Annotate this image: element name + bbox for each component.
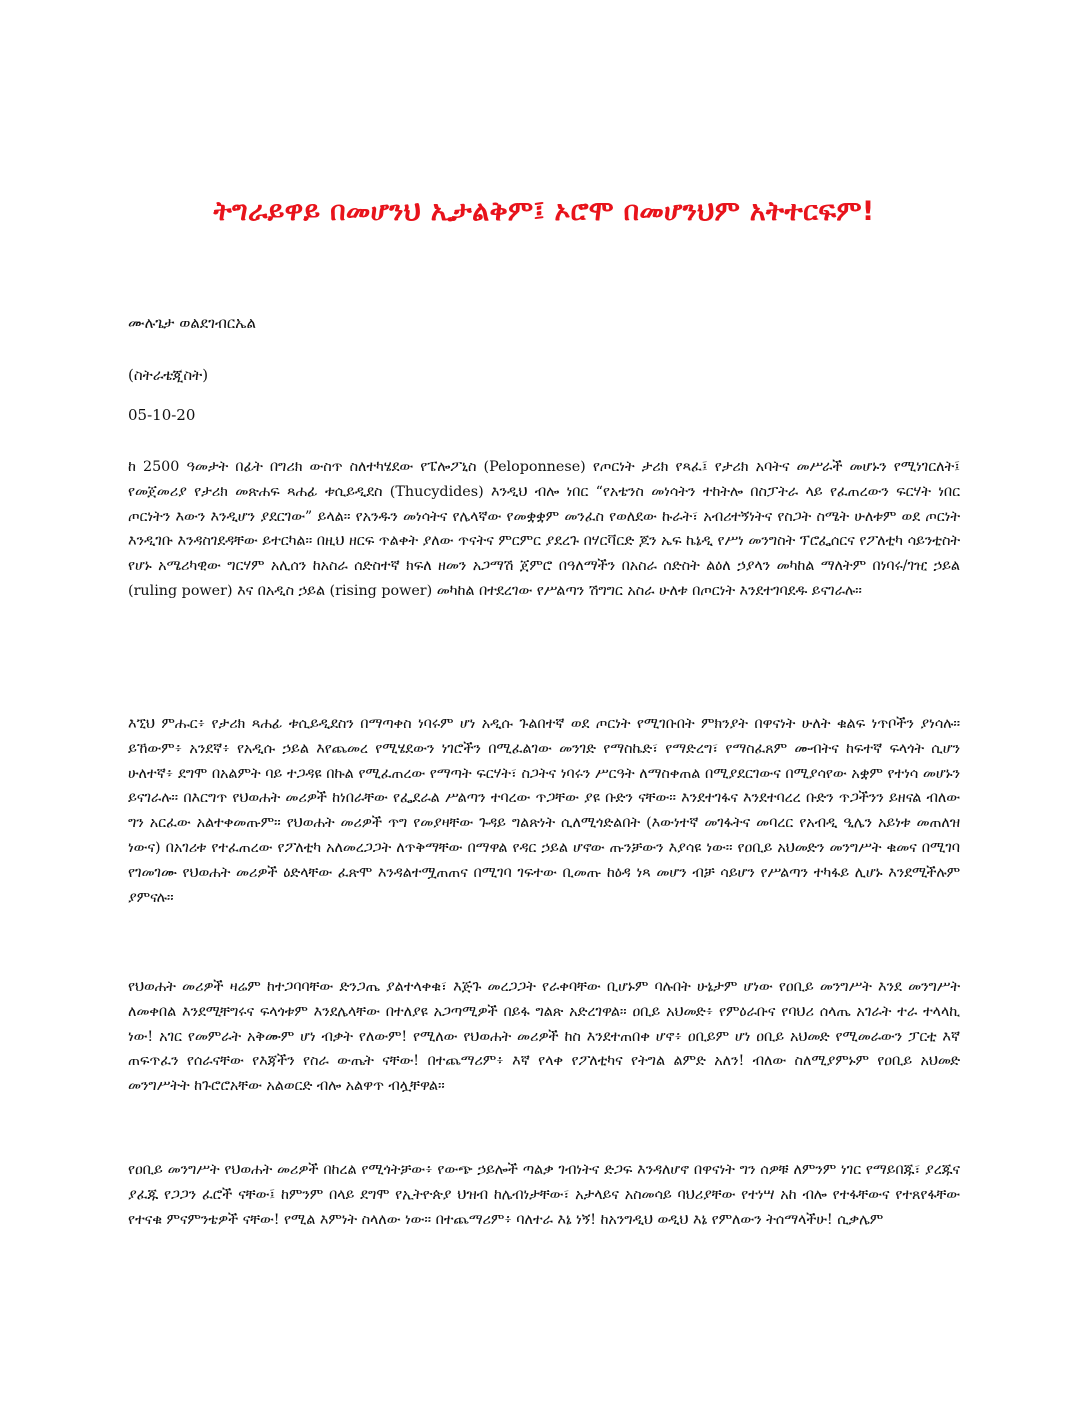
body-paragraph: ከ 2500 ዓመታት በፊት በግሪክ ውስጥ ስለተካሄደው የፔሎፖኒስ (Peloponnese) የጦርነት ታሪክ የጻፈ፤ የታሪክ አባትና መሥራች መሆኑን የሚነገርለት፤ የመጀመሪያ የታሪክ መጽሐፍ ጻሐፊ ቱሲይዲደስ (Thucydides) እንዲህ ብሎ ነበር “የአቴንስ መነሳትን ተከትሎ በስፓትራ ላይ የፈጠረውን ፍርሃት ነበር ጦርነትን እውን እንዲሆን ያደርገው” ይላል። የአንዱን መነሳትና የሌላኛው የመቋቋም መንፈስ የወለደው ኩራት፣ አብሪተኝነትና የስጋት ስሜት ሁለቱም ወደ ጦርነት እንዲገቡ እንዳስገደዳቸው ይተርካል። በዚህ ዘርፍ ጥልቀት ያለው ጥናትና ምርምር ያደረጉ በሃርቫርድ ጆን ኤፍ ኬኔዲ የሥነ መንግስት ፕሮፌሰርና የፖለቲካ ሳይንቲስት የሆኑ አሜሪካዊው ግርሃም አሊሰን ከአስራ ሰድስተኛ ክፍለ ዘመን አጋማሽ ጀምሮ በዓለማችን በአስራ ሰድስት ልዕለ ኃያላን መካከል ማለትም በነባሩ/ገዢ ኃይል (ruling power) እና በአዲስ ኃይል (rising power) መካከል በተደረገው የሥልጣን ሽግግር አስራ ሁለቱ በጦርነት እንደተገባደዱ ይናገራሉ።: [128, 459, 960, 599]
body-paragraph: የዐቢይ መንግሥት የህወሐት መሪዎች በከረል የሚጎትቻው፥ የውጭ ኃይሎች ጣልቃ ገብነትና ድጋፍ እንዳለሆኖ በዋናነት ግን ሰዎቹ ለምንም ነገር የማይበጁ፣ ያረጁና ያፈጁ የጋጋን ፈሮች ናቸው፤ ከምንም በላይ ደግሞ የኢትዮጵያ ህዝብ ከሌብነታቸው፣ አታላይና አስመሳይ ባህሪያቸው የተነሣ አከ ብሎ የተፋቸውና የተጸየፋቸው የተናቁ ምናምንቴዎች ናቸው! የሚል እምነት ስላለው ነው። በተጨማሪም፥ ባለተራ እኔ ነኝ! ከአንግዲህ ወዲህ እኔ የምለውን ትሰማላችሁ! ሲቃሌም: [128, 1162, 960, 1228]
author-name: ሙሉጌታ ወልደገብርኤል: [128, 314, 256, 332]
publish-date: 05-10-20: [128, 406, 196, 424]
body-paragraph: የህወሐት መሪዎች ዛሬም ከተጋባባቸው ድንጋጤ ያልተላቀቁ፣ እጅጉ መረጋጋት የራቀባቸው ቢሆኑም ባሉበት ሁኔታም ሆነው የዐቢይ መንግሥት እንደ መንግሥት ለመቀበል እንደሚቸግሩና ፍላጎቱም እንደሌላቸው በተለያዩ አጋጣሚዎች በይፋ ግልጽ አድረገዋል። ዐቢይ አህመድ፥ የምዕራቡና የባህሪ ሰላጤ አገራት ተራ ተላላኪ ነው! አገር የመምራት አቅሙም ሆነ ብቃት የለውም! የሚለው የህወሐት መሪዎች ከስ እንደተጠበቀ ሆኖ፥ ዐቢይም ሆነ ዐቢይ አህመድ የሚመራውን ፓርቲ እኛ ጠፍጥፈን የሰራናቸው የእጃችን የስራ ውጤት ናቸው! በተጨማሪም፥ እኛ የላቀ የፖለቲካና የትግል ልምድ አለን! ብለው ስለሚያምኑም የዐቢይ አህመድ መንግሥትት ከጉሮሮአቸው አልወርድ ብሎ አልዋጥ ብሏቸዋል።: [128, 979, 960, 1095]
body-paragraph: እኚህ ምሑር፥ የታሪክ ጻሐፊ ቱሲይዲደስን በማጣቀስ ነባሩም ሆነ አዲሱ ጉልበተኛ ወደ ጦርነት የሚገቡበት ምክንያት በዋናነት ሁለት ቁልፍ ነጥቦችን ያነሳሉ። ይኸውም፥ አንደኛ፥ የአዲሱ ኃይል እየጨመረ የሚሄደውን ነገሮችን በሚፈልገው መንገድ የማስኬድ፣ የማድረግ፣ የማስፈጸም ሙብትና ከፍተኛ ፍላጎት ሲሆን ሁለተኛ፥ ደግሞ በአልምት ባይ ተጋዳዩ በኩል የሚፈጠረው የማጣት ፍርሃት፣ ስጋትና ነባሩን ሥርዓት ለማስቀጠል በሚያደርገውና በሚያሳየው አቋም የተነሳ መሆኑን ይናገራሉ። በእርግጥ የህወሐት መሪዎች ከነበራቸው የፌደራል ሥልጣን ተባረው ጥጋቸው ያዩ ቡድን ናቸው። እንደተገፋና እንደተባረረ ቡድን ጥጋችንን ይዘናል ብለው ግን አርፈው አልተቀመጡም። የህወሐት መሪዎች ጥግ የመያዛቸው ጉዳይ ግልጽነት ሲለሚጎድልበት (እውነተኛ መገፋትና መባረር የአብዲ ዒሌን አይነቱ መጠለዝ ነውና) በአገሪቱ የተፈጠረው የፖለቲካ አለመረጋጋት ለጥቅማቸው በማዋል የዳር ኃይል ሆኖው ጡንቻውን እያሳዩ ነው። የዐቢይ አህመድን መንግሥት ቁመና በሚገባ የገመገሙ የህወሐት መሪዎች ዕድላቸው ፈጽሞ እንዳልተሟጠጠና በሚገባ ገፍተው ቢመጡ ከዕዳ ነጻ መሆን ብቻ ሳይሆን የሥልጣን ተካፋይ ሊሆኑ እንደሚችሉም ያምናሉ።: [128, 716, 960, 906]
document-title: ትግራይዋይ በመሆንህ ኢታልቅም፤ ኦሮሞ በመሆንህም አትተርፍም!: [213, 196, 875, 227]
author-role: (ስትራቴጂስት): [128, 366, 209, 384]
